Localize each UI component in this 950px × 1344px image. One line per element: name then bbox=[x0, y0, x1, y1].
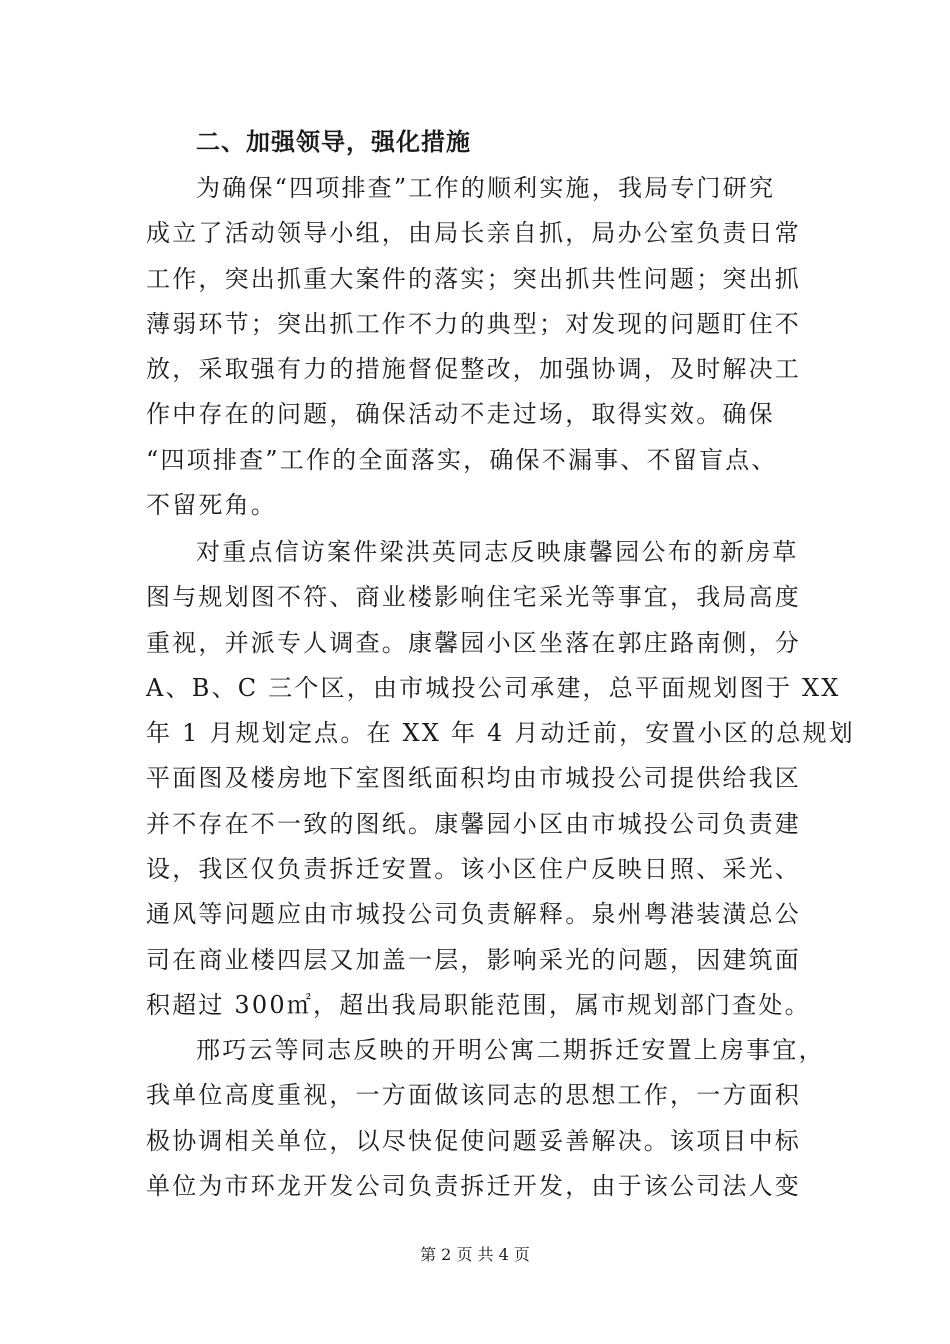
paragraph-line: 对重点信访案件梁洪英同志反映康馨园公布的新房草 bbox=[196, 538, 799, 566]
paragraph-line: 平面图及楼房地下室图纸面积均由市城投公司提供给我区 bbox=[146, 764, 801, 793]
paragraph-line: 作中存在的问题，确保活动不走过场，取得实效。确保 bbox=[146, 400, 775, 429]
paragraph-line: 积超过 300㎡，超出我局职能范围，属市规划部门查处。 bbox=[146, 990, 811, 1019]
paragraph-line: 为确保“四项排查”工作的顺利实施，我局专门研究 bbox=[196, 174, 776, 202]
section-heading: 二、加强领导，强化措施 bbox=[196, 128, 471, 156]
paragraph-line: 图与规划图不符、商业楼影响住宅采光等事宜，我局高度 bbox=[146, 583, 801, 612]
paragraph-line: 单位为市环龙开发公司负责拆迁开发，由于该公司法人变 bbox=[146, 1171, 801, 1200]
paragraph-line: 年 1 月规划定点。在 XX 年 4 月动迁前，安置小区的总规划 bbox=[146, 719, 855, 748]
paragraph-kaiming-case bbox=[146, 1028, 826, 1209]
paragraph-line: 邢巧云等同志反映的开明公寓二期拆迁安置上房事宜， bbox=[196, 1036, 825, 1064]
page-footer bbox=[0, 1244, 950, 1266]
paragraph-leadership bbox=[146, 166, 826, 528]
paragraph-line: 工作，突出抓重大案件的落实；突出抓共性问题；突出抓 bbox=[146, 264, 801, 293]
paragraph-kangxinyuan-case bbox=[146, 530, 855, 1028]
paragraph-line: 我单位高度重视，一方面做该同志的思想工作，一方面积 bbox=[146, 1081, 801, 1110]
paragraph-line: 成立了活动领导小组，由局长亲自抓，局办公室负责日常 bbox=[146, 219, 801, 248]
paragraph-line: A、B、C 三个区，由市城投公司承建，总平面规划图于 XX bbox=[146, 673, 841, 702]
paragraph-line: 薄弱环节；突出抓工作不力的典型；对发现的问题盯住不 bbox=[146, 309, 801, 338]
paragraph-line: 重视，并派专人调查。康馨园小区坐落在郭庄路南侧，分 bbox=[146, 628, 801, 657]
page-number-label: 第 2 页 共 4 页 bbox=[420, 1245, 530, 1264]
paragraph-line: “四项排查”工作的全面落实，确保不漏事、不留盲点、 bbox=[146, 445, 778, 474]
paragraph-line: 并不存在不一致的图纸。康馨园小区由市城投公司负责建 bbox=[146, 809, 801, 838]
paragraph-line: 司在商业楼四层又加盖一层，影响采光的问题，因建筑面 bbox=[146, 945, 801, 974]
paragraph-line: 通风等问题应由市城投公司负责解释。泉州粤港装潢总公 bbox=[146, 900, 801, 929]
paragraph-line: 设，我区仅负责拆迁安置。该小区住户反映日照、采光、 bbox=[146, 855, 801, 884]
paragraph-line: 极协调相关单位，以尽快促使问题妥善解决。该项目中标 bbox=[146, 1126, 801, 1155]
paragraph-line: 放，采取强有力的措施督促整改，加强协调，及时解决工 bbox=[146, 355, 801, 384]
paragraph-line: 不留死角。 bbox=[146, 491, 277, 520]
